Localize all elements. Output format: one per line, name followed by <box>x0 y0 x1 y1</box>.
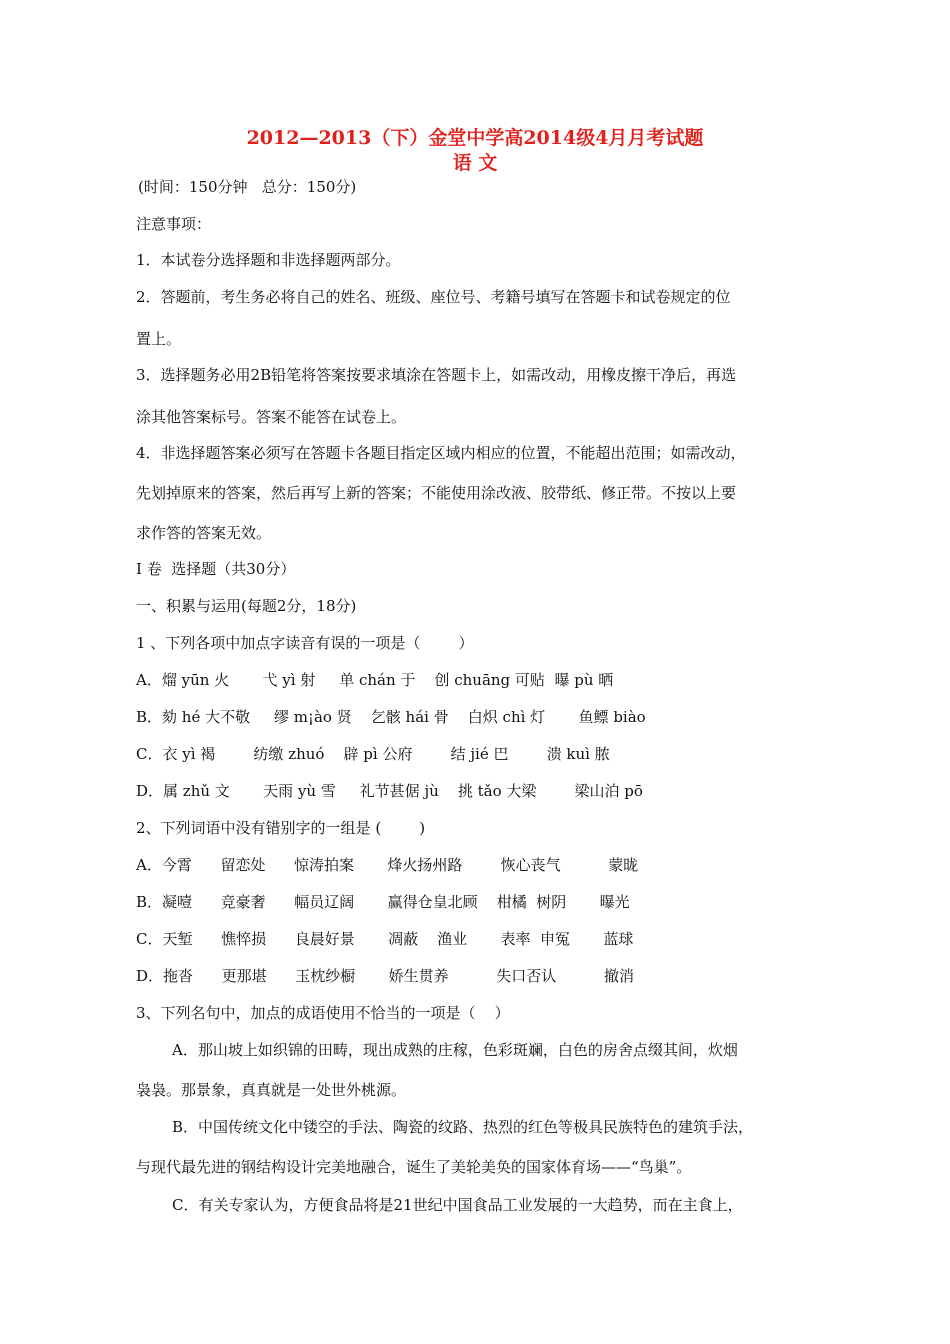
question-3-option-a: A．那山坡上如织锦的田畴，现出成熟的庄稼，色彩斑斓，白色的房舍点缀其间，炊烟 <box>172 1041 738 1059</box>
question-2-option-c: C．天堑 憔悴损 良晨好景 凋蔽 渔业 表率 申冤 蓝球 <box>136 930 634 948</box>
time-info: (时间：150分钟 总分：150分) <box>138 178 357 196</box>
question-3-option-b: B．中国传统文化中镂空的手法、陶瓷的纹路、热烈的红色等极具民族特色的建筑手法， <box>172 1118 754 1136</box>
question-2-option-a: A．今霄 留恋处 惊涛拍案 烽火扬州路 恢心丧气 蒙昽 <box>136 856 639 874</box>
question-2-option-b: B．凝噎 竞豪奢 幅员辽阔 赢得仓皇北顾 柑橘 树阴 曝光 <box>136 893 630 911</box>
note-1: 1．本试卷分选择题和非选择题两部分。 <box>136 251 401 269</box>
question-1-option-b: B．劾 hé 大不敬 缪 m¡ào 贤 乞骸 hái 骨 白炽 chì 灯 鱼鳔 biào <box>136 708 646 726</box>
note-4: 4．非选择题答案必须写在答题卡各题目指定区域内相应的位置，不能超出范围；如需改动， <box>136 444 746 462</box>
question-2-stem: 2、下列词语中没有错别字的一组是 ( ) <box>136 819 426 837</box>
question-3-stem: 3、下列名句中，加点的成语使用不恰当的一项是（ ） <box>136 1004 510 1022</box>
note-4-cont1: 先划掉原来的答案，然后再写上新的答案；不能使用涂改液、胶带纸、修正带。不按以上要 <box>136 484 737 502</box>
question-1-option-a: A．熘 yūn 火 弋 yì 射 单 chán 于 创 chuāng 可贴 曝 pù 晒 <box>136 671 614 689</box>
question-1-option-c: C．衣 yì 褐 纺缴 zhuó 辟 pì 公府 结 jié 巴 溃 kuì 脓 <box>136 745 610 763</box>
notes-heading: 注意事项： <box>136 215 212 233</box>
note-3-cont: 涂其他答案标号。答案不能答在试卷上。 <box>136 408 407 426</box>
note-2: 2．答题前，考生务必将自己的姓名、班级、座位号、考籍号填写在答题卡和试卷规定的位 <box>136 288 731 306</box>
question-3-option-c: C．有关专家认为，方便食品将是21世纪中国食品工业发展的一大趋势，而在主食上， <box>172 1196 743 1214</box>
note-2-cont: 置上。 <box>136 330 182 348</box>
part-1-heading: Ⅰ 卷 选择题（共30分） <box>136 560 296 578</box>
section-1-heading: 一、积累与运用(每题2分，18分) <box>136 597 357 615</box>
subject-title: 语 文 <box>452 152 498 174</box>
note-4-cont2: 求作答的答案无效。 <box>136 524 272 542</box>
question-1-stem: 1 、下列各项中加点字读音有误的一项是（ ） <box>136 634 474 652</box>
question-3-option-b-cont: 与现代最先进的钢结构设计完美地融合，诞生了美轮美奂的国家体育场——“鸟巢”。 <box>136 1158 692 1176</box>
question-2-option-d: D．拖沓 更那堪 玉枕纱橱 娇生贯养 失口否认 撤消 <box>136 967 634 985</box>
question-3-option-a-cont: 袅袅。那景象，真真就是一处世外桃源。 <box>136 1081 407 1099</box>
exam-title: 2012—2013（下）金堂中学高2014级4月月考试题 <box>246 127 704 149</box>
question-1-option-d: D．属 zhǔ 文 天雨 yù 雪 礼节甚倨 jù 挑 tǎo 大梁 梁山泊 pō <box>136 782 643 800</box>
note-3: 3．选择题务必用2B铅笔将答案按要求填涂在答题卡上，如需改动，用橡皮擦干净后，再选 <box>136 366 737 384</box>
